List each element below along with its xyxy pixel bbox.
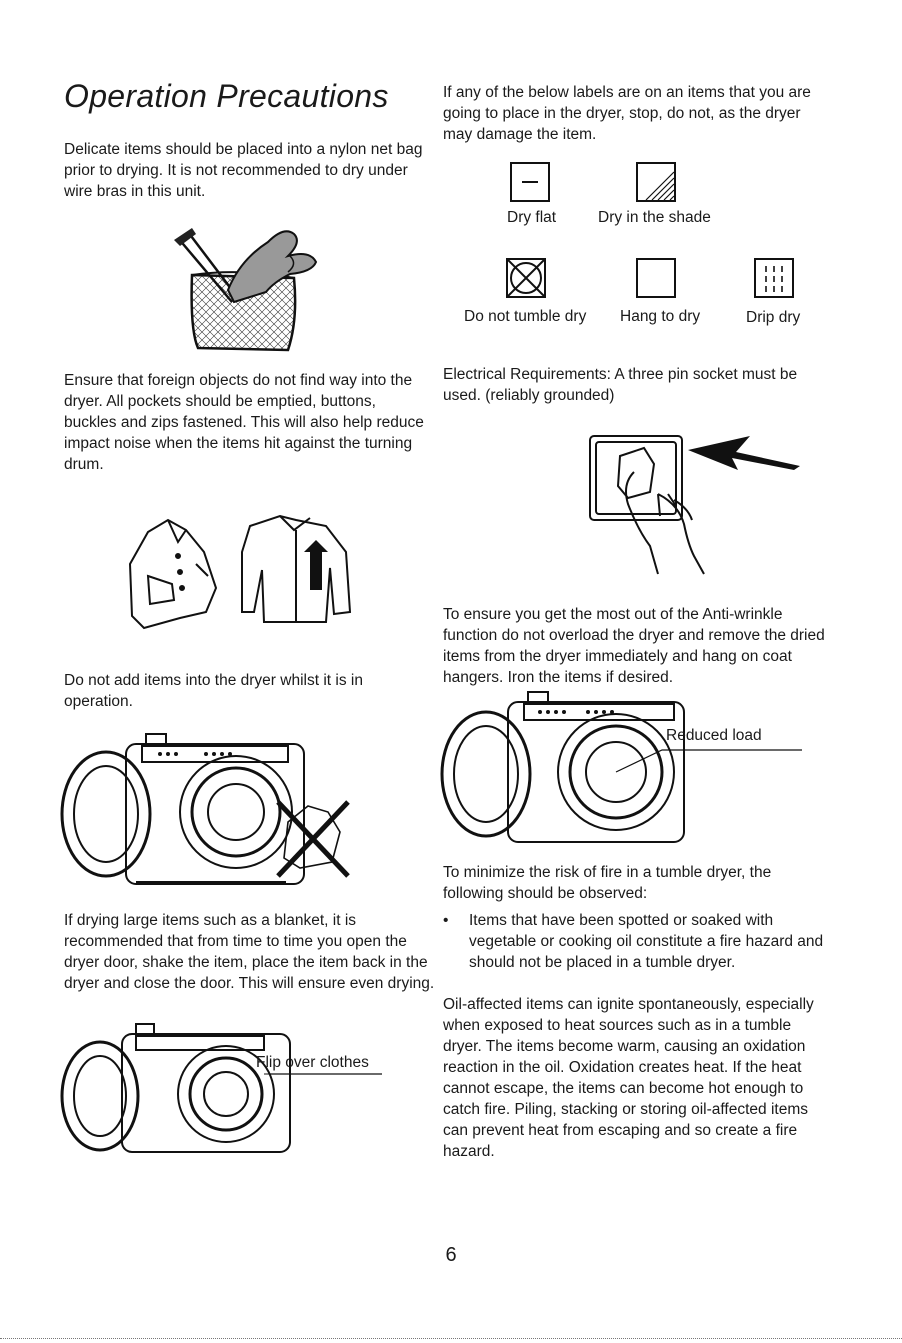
dry-flat-label: Dry flat (507, 209, 557, 226)
hang-to-dry-icon (636, 258, 676, 298)
paragraph-electrical-requirements: Electrical Requirements: A three pin socket must be used. (reliably grounded) (443, 366, 798, 404)
footer-divider (0, 1338, 902, 1339)
shirts-illustration (120, 512, 360, 632)
dryer-open-door-illustration (56, 732, 386, 888)
do-not-tumble-dry-icon (506, 258, 546, 298)
hang-to-dry-label: Hang to dry (620, 308, 701, 325)
dry-in-shade-icon (636, 162, 676, 202)
paragraph-fire-risk-intro: To minimize the risk of fire in a tumble dryer, the following should be observed: (443, 864, 772, 902)
list-item-text: Items that have been spotted or soaked with vegetable or cooking oil constitute a fire hazard and should not be placed in a tumble dryer. (469, 912, 824, 971)
grounded-socket-illustration (588, 434, 808, 584)
paragraph-oil-ignition: Oil-affected items can ignite spontaneously, especially when exposed to heat sources such as in a tumble dryer. The items become warm, causing an oxidation reaction in the oil. Oxidation creates heat. If the heat cannot escape, the items can become hot enough to catch fire. Piling, stacking or storing oil-affected items can prevent heat from escaping and so create a fire hazard. (443, 996, 814, 1160)
drip-dry-icon (754, 258, 794, 298)
dry-in-shade-label: Dry in the shade (598, 209, 711, 226)
bullet-icon: • (443, 912, 449, 929)
page-title: Operation Precautions (64, 78, 389, 114)
do-not-tumble-dry-label: Do not tumble dry (464, 308, 587, 325)
dry-flat-icon (510, 162, 550, 202)
nylon-bag-illustration (170, 220, 330, 360)
paragraph-anti-wrinkle: To ensure you get the most out of the Anti-wrinkle function do not overload the dryer and remove the dried items from the dryer immediately and hang on coat hangers. Iron the items if desired. (443, 606, 825, 686)
drip-dry-label: Drip dry (746, 309, 801, 326)
paragraph-foreign-objects: Ensure that foreign objects do not find way into the dryer. All pockets should be emptied, buttons, buckles and zips fastened. This will also help reduce impact noise when the items hit against the turning drum. (64, 372, 424, 473)
list-item-oil-hazard (443, 910, 825, 973)
paragraph-labels-warning: If any of the below labels are on an items that you are going to place in the dryer, stop, do not, as the dryer may damage the item. (443, 84, 811, 143)
flip-over-clothes-label: Flip over clothes (256, 1054, 369, 1071)
reduced-load-label: Reduced load (666, 727, 762, 744)
dryer-reduced-load-illustration (438, 692, 808, 848)
paragraph-large-items: If drying large items such as a blanket, it is recommended that from time to time you open the dryer door, shake the item, place the item back in the dryer and close the door. This will ensure even drying. (64, 912, 435, 992)
paragraph-nylon-bag: Delicate items should be placed into a nylon net bag prior to drying. It is not recommended to dry under wire bras in this unit. (64, 141, 423, 200)
dryer-flip-clothes-illustration (56, 1024, 386, 1156)
page-number: 6 (445, 1244, 457, 1266)
paragraph-no-adding-items: Do not add items into the dryer whilst it is in operation. (64, 672, 363, 710)
